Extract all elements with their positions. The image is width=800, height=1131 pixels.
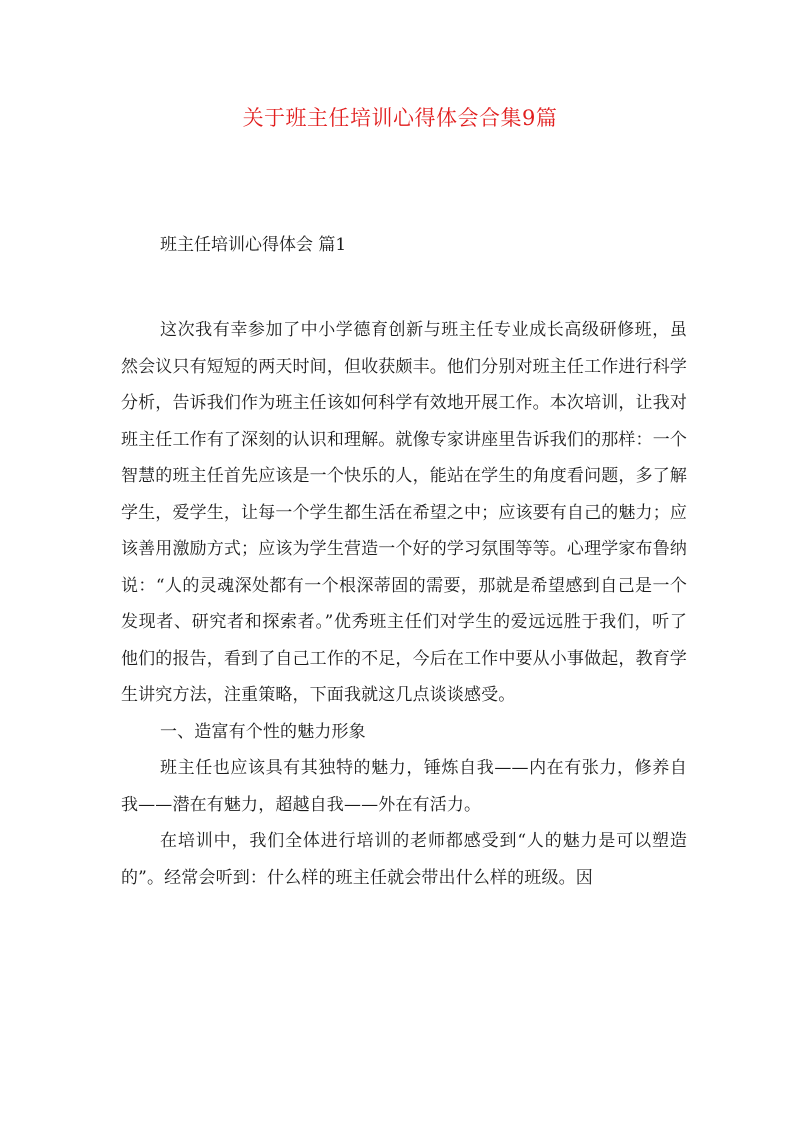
- body-paragraph: 在培训中，我们全体进行培训的老师都感受到“人的魅力是可以塑造的”。经常会听到：什么样的班主任就会带出什么样的班级。因: [121, 831, 687, 888]
- subsection-heading: 一、造富有个性的魅力形象: [160, 721, 366, 742]
- body-paragraph: 这次我有幸参加了中小学德育创新与班主任专业成长高级研修班，虽然会议只有短短的两天时间，但收获颇丰。他们分别对班主任工作进行科学分析，告诉我们作为班主任该如何科学有效地开展工作。本次培训，让我对班主任工作有了深刻的认识和理解。就像专家讲座里告诉我们的那样：一个智慧的班主任首先应该是一个快乐的人，能站在学生的角度看问题，多了解学生，爱学生，让每一个学生都生活在希望之中；应该要有自己的魅力；应该善用激励方式；应该为学生营造一个好的学习氛围等等。心理学家布鲁纳说：“人的灵魂深处都有一个根深蒂固的需要，那就是希望感到自己是一个发现者、研究者和探索者。”优秀班主任们对学生的爱远远胜于我们，听了他们的报告，看到了自己工作的不足，今后在工作中要从小事做起，教育学生讲究方法，注重策略，下面我就这几点谈谈感受。: [121, 320, 687, 705]
- section-heading: 班主任培训心得体会 篇1: [160, 235, 347, 255]
- body-paragraph: 班主任也应该具有其独特的魅力，锤炼自我——内在有张力，修养自我——潜在有魅力，超越自我——外在有活力。: [121, 758, 687, 815]
- document-title: 关于班主任培训心得体会合集9篇: [242, 106, 558, 130]
- document-body: [121, 312, 687, 896]
